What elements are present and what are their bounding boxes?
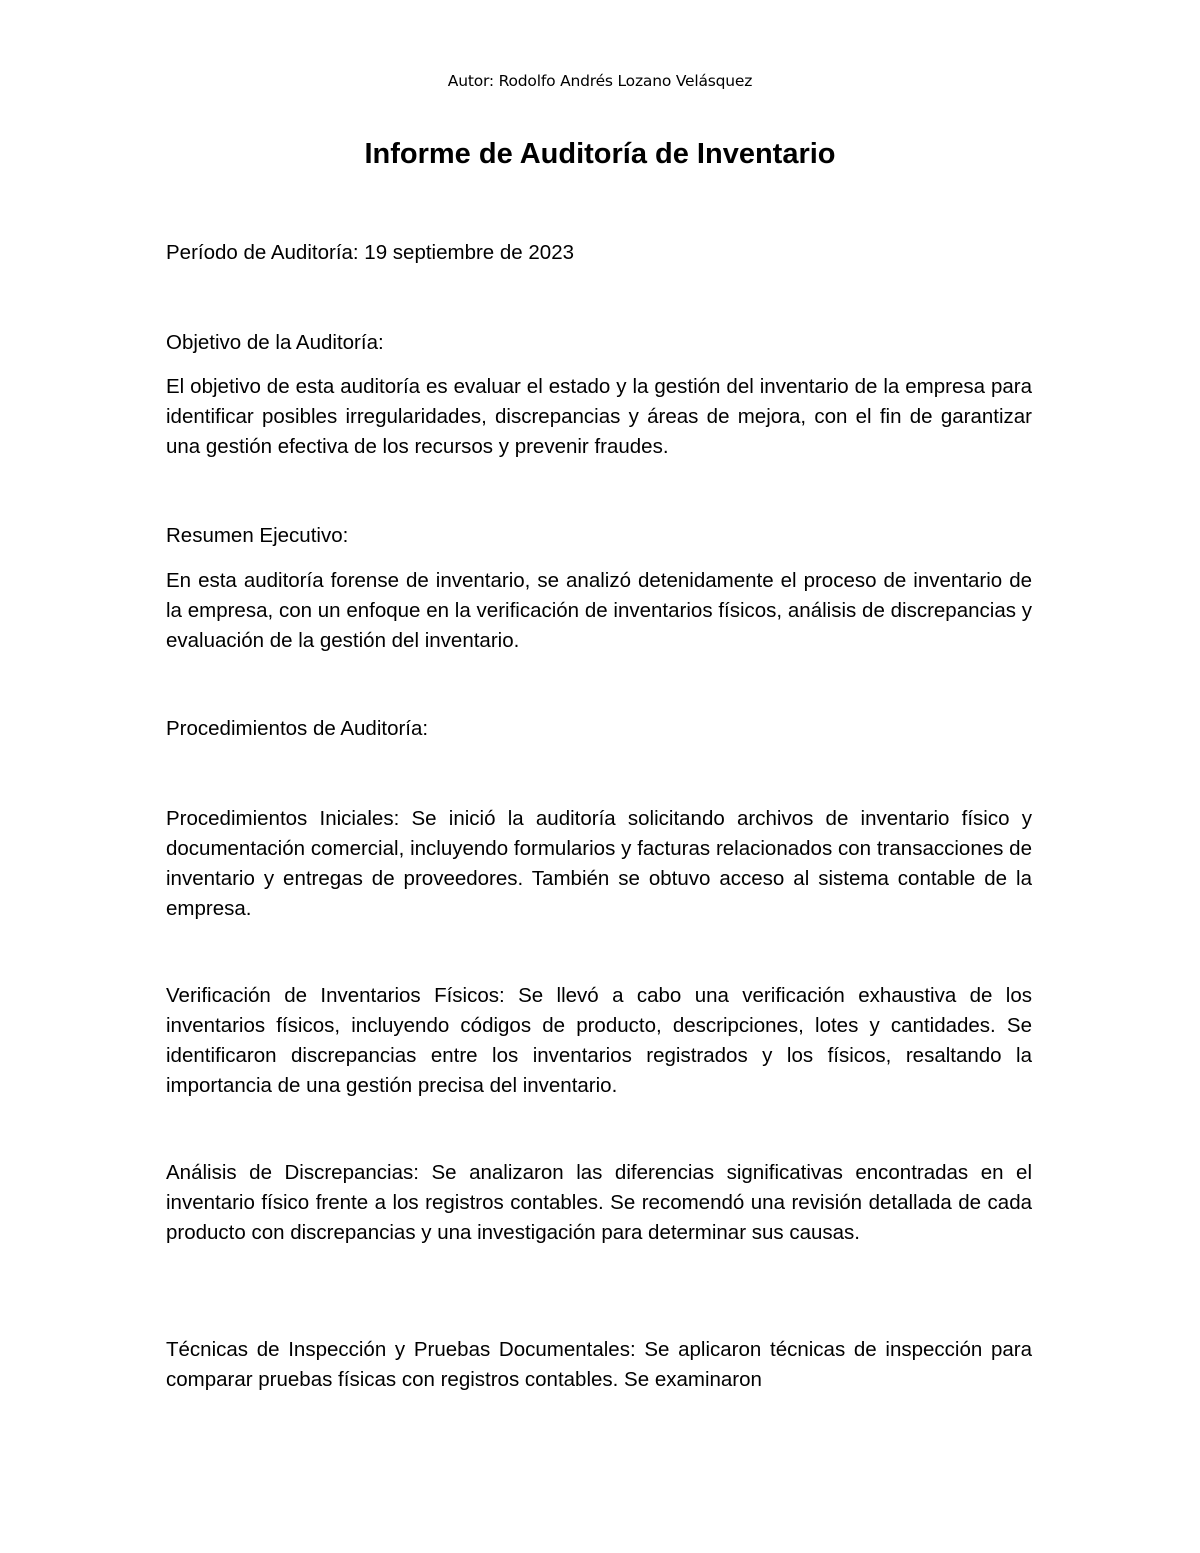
objective-heading: Objetivo de la Auditoría: [166, 331, 384, 354]
procedures-heading: Procedimientos de Auditoría: [166, 717, 429, 740]
summary-heading: Resumen Ejecutivo: [166, 524, 349, 547]
inspection-techniques-paragraph: Técnicas de Inspección y Pruebas Documentales: Se aplicaron técnicas de inspección para comparar pruebas físicas con registros contables. Se examinaron [166, 1338, 1032, 1391]
initial-procedures-paragraph: Procedimientos Iniciales: Se inició la auditoría solicitando archivos de inventario físico y documentación comercial, incluyendo formularios y facturas relacionados con transacciones de inventario y entregas de proveedores. También se obtuvo acceso al sistema contable de la empresa. [166, 807, 1032, 920]
document-title: Informe de Auditoría de Inventario [364, 138, 836, 170]
audit-period: Período de Auditoría: 19 septiembre de 2023 [166, 241, 575, 264]
discrepancy-analysis-paragraph: Análisis de Discrepancias: Se analizaron las diferencias significativas encontradas en el inventario físico frente a los registros contables. Se recomendó una revisión detallada de cada producto con discrepancias y una investigación para determinar sus causas. [166, 1161, 1032, 1244]
author-line: Autor: Rodolfo Andrés Lozano Velásquez [447, 72, 753, 90]
physical-verification-paragraph: Verificación de Inventarios Físicos: Se llevó a cabo una verificación exhaustiva de los inventarios físicos, incluyendo códigos de producto, descripciones, lotes y cantidades. Se identificaron discrepancias entre los inventarios registrados y los físicos, resaltando la importancia de una gestión precisa del inventario. [166, 984, 1032, 1097]
summary-paragraph: En esta auditoría forense de inventario, se analizó detenidamente el proceso de inventario de la empresa, con un enfoque en la verificación de inventarios físicos, análisis de discrepancias y evaluación de la gestión del inventario. [166, 569, 1032, 652]
objective-paragraph: El objetivo de esta auditoría es evaluar el estado y la gestión del inventario de la empresa para identificar posibles irregularidades, discrepancias y áreas de mejora, con el fin de garantizar una gestión efectiva de los recursos y prevenir fraudes. [166, 375, 1032, 458]
